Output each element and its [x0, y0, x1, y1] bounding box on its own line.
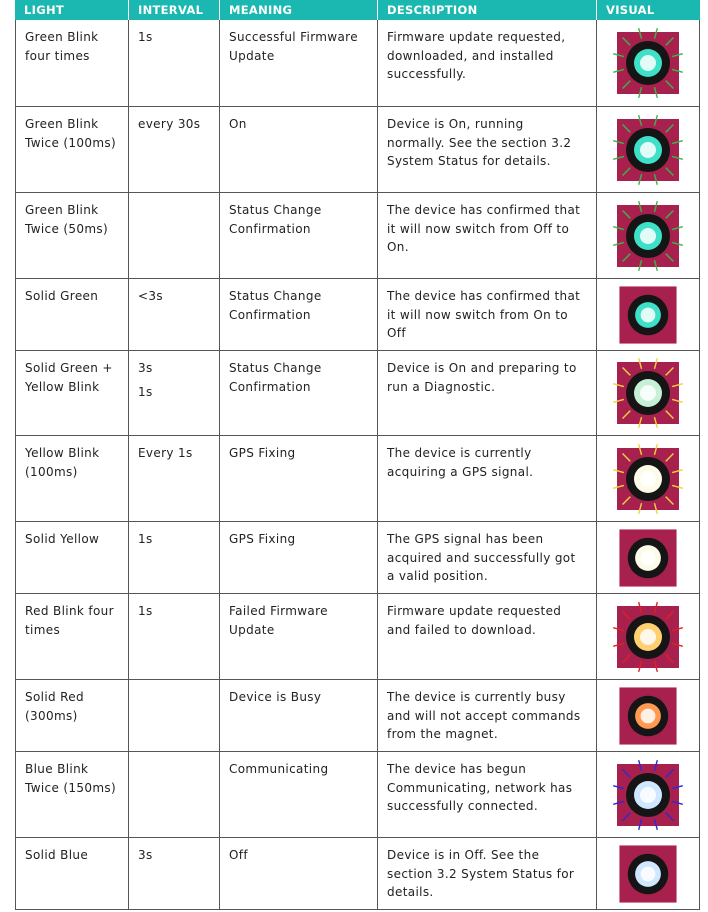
interval-cell: [128, 594, 219, 679]
description-cell: [377, 193, 596, 278]
interval-cell-line: 3s: [138, 361, 153, 375]
meaning-cell-line: Status Change: [229, 289, 322, 303]
light-cell-line: Red Blink four: [25, 604, 114, 618]
visual-cell: [596, 20, 700, 106]
table-row: [15, 193, 700, 279]
header-interval: INTERVAL: [128, 0, 219, 20]
description-cell-line: The GPS signal has been: [387, 532, 544, 546]
blue-blink-led-icon: [610, 757, 686, 833]
visual-cell: [596, 193, 700, 278]
description-cell-line: section 3.2 System Status for: [387, 866, 575, 881]
meaning-cell-line: GPS Fixing: [229, 532, 296, 546]
description-cell-line: and will not accept commands: [387, 708, 581, 723]
interval-cell: [128, 522, 219, 593]
light-cell: [15, 838, 128, 909]
interval-cell: [128, 351, 219, 435]
description-cell-line: from the magnet.: [387, 727, 499, 741]
table-row: [15, 279, 700, 351]
meaning-cell-line: Confirmation: [229, 307, 311, 322]
meaning-cell: [219, 752, 377, 837]
description-cell-line: acquiring a GPS signal.: [387, 464, 534, 479]
light-cell: [15, 752, 128, 837]
light-cell: [15, 279, 128, 350]
table-row: [15, 351, 700, 436]
meaning-cell: [219, 107, 377, 192]
header-light: LIGHT: [24, 3, 65, 17]
interval-cell-line: 1s: [138, 30, 153, 44]
interval-cell-line: every 30s: [138, 117, 201, 131]
light-cell-line: Solid Yellow: [25, 532, 100, 546]
solid-yellow-led-icon: [613, 523, 683, 593]
table-body: [15, 20, 700, 910]
description-cell-line: acquired and successfully got: [387, 550, 576, 565]
light-cell: [15, 436, 128, 521]
description-cell-line: successfully connected.: [387, 799, 539, 813]
meaning-cell-line: Update: [229, 622, 275, 637]
light-cell-line: Solid Green +: [25, 361, 113, 375]
meaning-cell-line: GPS Fixing: [229, 446, 296, 460]
led-status-table: [15, 0, 700, 910]
table-row: [15, 107, 700, 193]
interval-cell-line: <3s: [138, 289, 163, 303]
green-yellow-blink-led-icon: [610, 355, 686, 431]
visual-cell: [596, 279, 700, 350]
yellow-blink-led-icon: [610, 441, 686, 517]
interval-cell: [128, 436, 219, 521]
meaning-cell: [219, 680, 377, 751]
light-cell-line: times: [25, 622, 61, 637]
description-cell-line: System Status for details.: [387, 154, 551, 168]
meaning-cell-line: Off: [229, 848, 248, 862]
light-cell-line: Twice (100ms): [25, 135, 117, 150]
description-cell-line: Firmware update requested,: [387, 30, 566, 44]
meaning-cell-line: Status Change: [229, 361, 322, 375]
description-cell-line: Communicating, network has: [387, 780, 573, 795]
meaning-cell: [219, 594, 377, 679]
interval-cell: [128, 279, 219, 350]
solid-red-led-icon: [613, 681, 683, 751]
meaning-cell: [219, 522, 377, 593]
green-blink-led-icon: [610, 25, 686, 101]
meaning-cell-line: Communicating: [229, 762, 329, 776]
visual-cell: [596, 594, 700, 679]
description-cell-line: Device is On and preparing to: [387, 361, 577, 375]
meaning-cell-line: Status Change: [229, 203, 322, 217]
description-cell-line: it will now switch from On to: [387, 307, 568, 322]
meaning-cell: [219, 838, 377, 909]
light-cell-line: Twice (50ms): [25, 221, 109, 236]
meaning-cell-line: Successful Firmware: [229, 30, 358, 44]
description-cell-line: Off: [387, 326, 406, 340]
solid-blue-led-icon: [613, 839, 683, 909]
interval-cell: [128, 680, 219, 751]
description-cell-line: and failed to download.: [387, 622, 537, 637]
description-cell-line: The device has confirmed that: [387, 289, 581, 303]
light-cell: [15, 193, 128, 278]
description-cell: [377, 20, 596, 106]
light-cell-line: Solid Green: [25, 289, 99, 303]
light-cell-line: Blue Blink: [25, 762, 89, 776]
description-cell: [377, 351, 596, 435]
header-description: DESCRIPTION: [377, 0, 596, 20]
table-row: [15, 594, 700, 680]
interval-cell: [128, 193, 219, 278]
interval-cell-line: 3s: [138, 848, 153, 862]
light-cell-line: (100ms): [25, 464, 78, 479]
meaning-cell-line: Failed Firmware: [229, 604, 328, 618]
meaning-cell: [219, 20, 377, 106]
light-cell-line: Twice (150ms): [25, 780, 117, 795]
light-cell-line: Green Blink: [25, 117, 99, 131]
description-cell-line: a valid position.: [387, 569, 489, 583]
light-cell-line: Solid Blue: [25, 848, 89, 862]
meaning-cell: [219, 279, 377, 350]
solid-green-led-icon: [613, 280, 683, 350]
meaning-cell-line: On: [229, 117, 247, 131]
meaning-cell-line: Update: [229, 48, 275, 63]
interval-cell-line: 1s: [138, 384, 153, 399]
visual-cell: [596, 436, 700, 521]
description-cell: [377, 436, 596, 521]
description-cell-line: The device is currently busy: [387, 690, 566, 704]
description-cell-line: successfully.: [387, 67, 467, 81]
table-row: [15, 20, 700, 107]
red-blink-led-icon: [610, 599, 686, 675]
light-cell-line: Yellow Blink: [25, 379, 100, 394]
description-cell-line: Device is On, running: [387, 117, 524, 131]
table-header: [15, 0, 700, 20]
light-cell-line: Green Blink: [25, 203, 99, 217]
description-cell-line: normally. See the section 3.2: [387, 135, 572, 150]
interval-cell: [128, 107, 219, 192]
interval-cell: [128, 838, 219, 909]
table-row: [15, 680, 700, 752]
interval-cell-line: 1s: [138, 532, 153, 546]
header-visual: VISUAL: [596, 0, 700, 20]
meaning-cell: [219, 351, 377, 435]
meaning-cell-line: Confirmation: [229, 221, 311, 236]
light-cell-line: Solid Red: [25, 690, 85, 704]
light-cell: [15, 594, 128, 679]
light-cell-line: Green Blink: [25, 30, 99, 44]
light-cell-line: (300ms): [25, 708, 78, 723]
light-cell: [15, 20, 128, 106]
description-cell: [377, 838, 596, 909]
visual-cell: [596, 680, 700, 751]
light-cell: [15, 522, 128, 593]
visual-cell: [596, 752, 700, 837]
visual-cell: [596, 351, 700, 435]
description-cell: [377, 107, 596, 192]
visual-cell: [596, 838, 700, 909]
description-cell-line: Firmware update requested: [387, 604, 562, 618]
visual-cell: [596, 522, 700, 593]
green-blink-led-icon: [610, 112, 686, 188]
interval-cell-line: Every 1s: [138, 446, 193, 460]
green-blink-led-icon: [610, 198, 686, 274]
table-row: [15, 752, 700, 838]
table-row: [15, 436, 700, 522]
light-cell: [15, 680, 128, 751]
description-cell: [377, 594, 596, 679]
header-meaning: MEANING: [219, 0, 377, 20]
light-cell-line: Yellow Blink: [25, 446, 100, 460]
description-cell: [377, 279, 596, 350]
interval-cell: [128, 20, 219, 106]
light-cell: [15, 107, 128, 192]
description-cell-line: details.: [387, 885, 434, 899]
table-row: [15, 522, 700, 594]
light-cell: [15, 351, 128, 435]
interval-cell-line: 1s: [138, 604, 153, 618]
description-cell: [377, 680, 596, 751]
description-cell: [377, 752, 596, 837]
description-cell-line: Device is in Off. See the: [387, 848, 540, 862]
table-row: [15, 838, 700, 910]
visual-cell: [596, 107, 700, 192]
description-cell-line: On.: [387, 240, 409, 254]
meaning-cell-line: Confirmation: [229, 379, 311, 394]
light-cell-line: four times: [25, 48, 90, 63]
description-cell-line: run a Diagnostic.: [387, 379, 496, 394]
meaning-cell-line: Device is Busy: [229, 690, 322, 704]
description-cell-line: The device has confirmed that: [387, 203, 581, 217]
meaning-cell: [219, 436, 377, 521]
description-cell: [377, 522, 596, 593]
description-cell-line: downloaded, and installed: [387, 48, 554, 63]
meaning-cell: [219, 193, 377, 278]
description-cell-line: The device is currently: [387, 446, 532, 460]
description-cell-line: it will now switch from Off to: [387, 221, 570, 236]
interval-cell: [128, 752, 219, 837]
description-cell-line: The device has begun: [387, 762, 527, 776]
